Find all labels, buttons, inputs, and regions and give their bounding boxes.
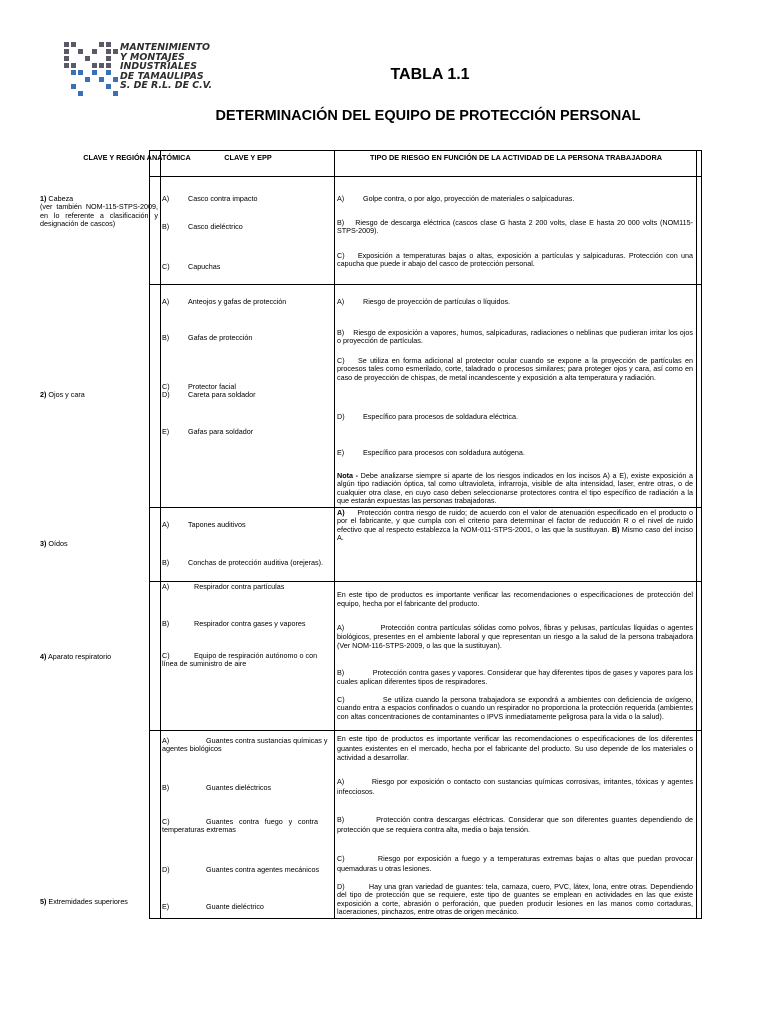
risk-ojos-e: E) Específico para procesos con soldadura autógena. [337,448,525,457]
risk-ojos-c: C) Se utiliza en forma adicional al protector ocular cuando se expone a la proyección de partículas en procesos tales como esmerilado, corte, taladrado o procesos similares; para proteger ojos y cara, así como en caso de proyección de chispas, de metal incandescente y exposición a alta temperatura y radiación. [337,356,693,382]
epp-ojos-a: A) Anteojos y gafas de protección [162,297,287,306]
header-risk: TIPO DE RIESGO EN FUNCIÓN DE LA ACTIVIDAD DE LA PERSONA TRABAJADORA [369,153,663,162]
risk-ojos-note: Nota - Debe analizarse siempre si aparte de los riesgos indicados en los incisos A) a E), existe exposición a algún tipo radiación óptica, tal como ultravioleta, infrarroja, visible de alta intensidad, laser, entre otras, o de cualquier otra clase, en cuyo caso deben seleccionarse protectores contra el tipo específico de radiación a la que estarán expuestas las personas trabajadoras. [337,471,693,506]
risk-ext-a: A) Riesgo por exposición o contacto con sustancias químicas corrosivas, irritantes, tóxicas y agentes infecciosos. [337,777,693,797]
epp-ext-b: B) Guantes dieléctricos [162,783,272,792]
epp-resp-a: A) Respirador contra partículas [162,582,285,591]
ppe-table [40,150,702,919]
epp-ojos-d: D) Careta para soldador [162,390,256,399]
epp-ext-c: C) Guantes contra fuego y contra temperaturas extremas [162,817,318,835]
risk-resp-b: B) Protección contra gases y vapores. Considerar que hay diferentes tipos de gases y vapores para los cuales aplican diferentes tipos de respiradores. [337,668,693,686]
risk-cabeza-b: B) Riesgo de descarga eléctrica (cascos clase G hasta 2 200 volts, clase E hasta 20 000 volts (NOM115-STPS-2009). [337,218,693,236]
page-title: DETERMINACIÓN DEL EQUIPO DE PROTECCIÓN PERSONAL [215,108,641,124]
risk-ext-b: B) Protección contra descargas eléctricas. Considerar que son diferentes guantes dependiendo de protección que se requiera contra alta, media o baja tensión. [337,815,693,835]
table-number: TABLA 1.1 [390,66,470,83]
epp-cabeza-a: A) Casco contra impacto [162,194,258,203]
epp-oidos-b: B) Conchas de protección auditiva (orejeras). [162,558,324,567]
risk-resp-intro: En este tipo de productos es importante verificar las recomendaciones o especificaciones de protección del equipo, hecha por el fabricante del producto. [337,590,693,608]
epp-ojos-b: B) Gafas de protección [162,333,253,342]
epp-ext-a: A) Guantes contra sustancias químicas y agentes biológicos [162,736,328,754]
header-epp: CLAVE Y EPP [224,153,272,162]
epp-cabeza-b: B) Casco dieléctrico [162,222,243,231]
risk-ojos-b: B) Riesgo de exposición a vapores, humos, salpicaduras, radiaciones o neblinas que pudieran irritar los ojos o proyección de partículas. [337,328,693,346]
epp-ext-e: E) Guante dieléctrico [162,902,264,911]
epp-oidos-a: A) Tapones auditivos [162,520,246,529]
risk-cabeza-c: C) Exposición a temperaturas bajas o altas, exposición a partículas y salpicaduras. Protección con una capucha que puede ir abajo del casco de protección personal. [337,251,693,269]
epp-cabeza-c: C) Capuchas [162,262,221,271]
risk-ojos-a: A) Riesgo de proyección de partículas o líquidos. [337,297,511,306]
company-logo-text: MANTENIMIENTO Y MONTAJES INDUSTRIALES DE TAMAULIPAS S. DE R.L. DE C.V. [120,42,213,92]
region-oidos: 3) Oídos [40,539,68,548]
risk-resp-c: C) Se utiliza cuando la persona trabajadora se expondrá a ambientes con deficiencia de oxígeno, cuando entra a espacios confinados o cuando un respirador no proporciona la protección requerida (ambientes con altas concentraciones de contaminantes o IPVS inmediatamente peligrosa para la vida o la salud). [337,695,693,721]
epp-resp-b: B) Respirador contra gases y vapores [162,619,306,628]
region-ojos: 2) Ojos y cara [40,390,85,399]
header-region: CLAVE Y REGIÓN ANATÓMICA [83,153,191,162]
risk-ext-intro: En este tipo de productos es importante verificar las recomendaciones o especificaciones de los diferentes guantes existentes en el mercado, hecha por el fabricante del producto. Su uso depende de los materiales o actividad a desarrollar. [337,734,693,763]
risk-ojos-d: D) Específico para procesos de soldadura eléctrica. [337,412,519,421]
risk-ext-d: D) Hay una gran variedad de guantes: tela, carnaza, cuero, PVC, látex, lona, entre otras. Dependiendo del tipo de protección que se requiere, este tipo de guantes se emplean en actividades en las que existe exposición a corte, abrasión o perforación, que pueden producir lesiones en las manos como cortaduras, laceraciones, pinchazos, entre otras de origen mecánico. [337,882,693,917]
epp-ojos-e: E) Gafas para soldador [162,427,254,436]
epp-ojos-c: C) Protector facial [162,382,236,391]
epp-resp-c: C) Equipo de respiración autónomo o con línea de suministro de aire [162,651,318,669]
risk-cabeza-a: A) Golpe contra, o por algo, proyección de materiales o salpicaduras. [337,194,575,203]
risk-resp-a: A) Protección contra partículas sólidas como polvos, fibras y pelusas, partículas líquidas o agentes biológicos, presentes en el ambiente laboral y que representan un riesgo a la salud de la persona trabajadora (Ver NOM-116-STPS-2009, o las que la sustituyan). [337,623,693,650]
risk-oidos: A) Protección contra riesgo de ruido; de acuerdo con el valor de atenuación especificado en el producto o por el fabricante, y que cumpla con el criterio para determinar el factor de reducción R o el nivel de ruido efectivo que al respecto establezca la NOM-011-STPS-2001, o las que la sustituyan. B) Mismo caso del inciso A. [337,508,693,543]
region-extremidades: 5) Extremidades superiores [40,897,128,906]
risk-ext-c: C) Riesgo por exposición a fuego y a temperaturas extremas bajas o altas que puedan provocar quemaduras u otras lesiones. [337,854,693,874]
region-respiratorio: 4) Aparato respiratorio [40,652,112,661]
epp-ext-d: D) Guantes contra agentes mecánicos [162,865,320,874]
region-cabeza: 1) Cabeza (ver también NOM-115-STPS-2009, en lo referente a clasificación y designación de cascos) [40,194,158,229]
